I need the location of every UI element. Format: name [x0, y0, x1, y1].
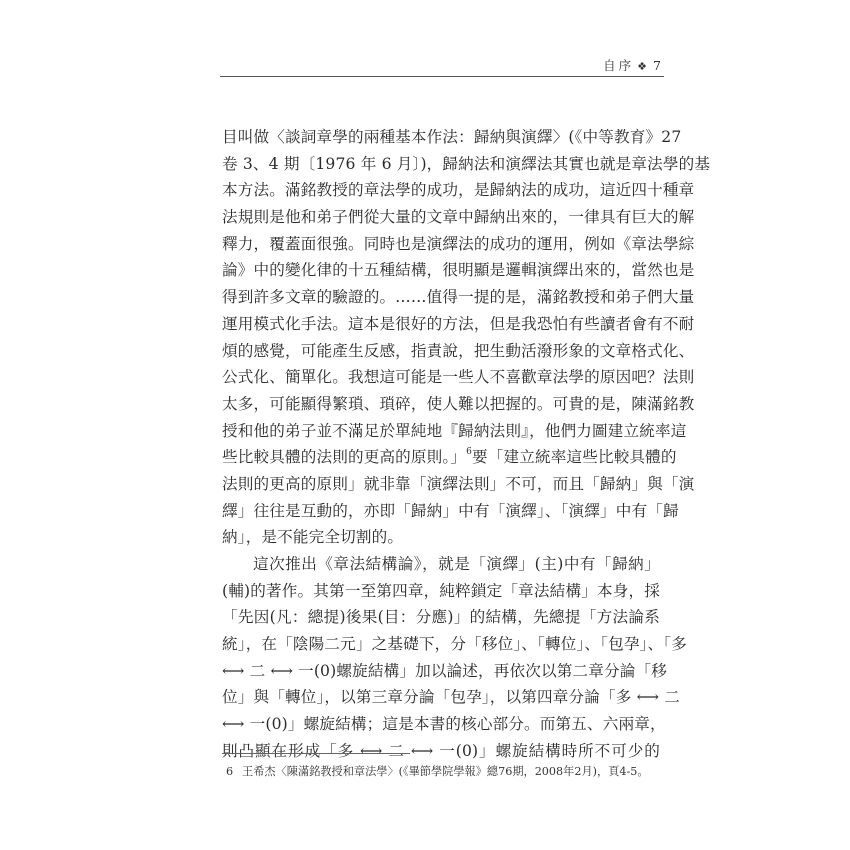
text-line: ⟷ 二 ⟷ 一(0)螺旋結構」加以論述，再依次以第二章分論「移: [222, 661, 667, 680]
text-line: 得到許多文章的驗證的。……值得一提的是，滿銘教授和弟子們大量: [222, 288, 695, 307]
text-line: 卷 3、4 期〔1976 年 6 月〕)，歸納法和演繹法其實也就是章法學的基: [222, 154, 711, 173]
text-line: 繹」往往是互動的，亦即「歸納」中有「演繹」、「演繹」中有「歸: [222, 501, 679, 520]
footnote-text: 王希杰〈陳滿銘教授和章法學〉(《畢節學院學報》總76期，2008年2月)，頁4-5。: [242, 765, 649, 778]
text-line: 法規則是他和弟子們從大量的文章中歸納出來的，一律具有巨大的解: [222, 208, 695, 227]
text-segment: 些比較具體的法則的更高的原則。」: [222, 448, 467, 467]
paragraph-start-line: 這次推出《章法結構論》，就是「演繹」(主)中有「歸納」: [253, 555, 660, 573]
text-line: 「先因(凡：總提)後果(目：分應)」的結構，先總提「方法論系: [222, 608, 660, 627]
footnote-number: 6: [226, 765, 234, 778]
text-line: 目叫做〈談詞章學的兩種基本作法：歸納與演繹〉(《中等教育》27: [222, 128, 682, 146]
text-segment: 要「建立統率這些比較具體的: [472, 448, 677, 467]
running-header: [220, 58, 664, 77]
diamond-ornament-icon: ❖: [637, 60, 651, 73]
text-line: 授和他的弟子並不滿足於單純地『歸納法則』，他們力圖建立統率這: [222, 421, 687, 440]
text-line: 運用模式化手法。這本是很好的方法，但是我恐怕有些讀者會有不耐: [222, 314, 695, 333]
text-line: 太多，可能顯得繁瑣、瑣碎，使人難以把握的。可貴的是，陳滿銘教: [222, 394, 695, 413]
text-line: 公式化、簡單化。我想這可能是一些人不喜歡章法學的原因吧？法則: [222, 368, 695, 387]
text-line: ⟷ 一(0)」螺旋結構；這是本書的核心部分。而第五、六兩章，: [222, 715, 666, 734]
page-number: 7: [653, 58, 664, 73]
text-line: 本方法。滿銘教授的章法學的成功，是歸納法的成功，這近四十種章: [222, 181, 695, 200]
section-title: 自序: [603, 58, 635, 73]
text-line: 位」與「轉位」，以第三章分論「包孕」，以第四章分論「多 ⟷ 二: [222, 688, 680, 707]
text-line: 統」，在「陰陽二元」之基礎下，分「移位」、「轉位」、「包孕」、「多: [222, 635, 687, 654]
text-line: 煩的感覺，可能產生反感，指責說，把生動活潑形象的文章格式化、: [222, 341, 695, 360]
text-line: 釋力，覆蓋面很強。同時也是演繹法的成功的運用，例如《章法學綜: [222, 234, 695, 253]
text-line-with-footnote-ref: [222, 444, 677, 471]
body-text: [222, 124, 711, 765]
text-line: 則凸顯在形成「多 ⟷ 二 ⟷ 一(0)」螺旋結構時所不可少的: [222, 741, 660, 760]
footnote-divider: [222, 753, 410, 754]
text-line: (輔)的著作。其第一至第四章，純粹鎖定「章法結構」本身，採: [222, 581, 660, 600]
text-line: 論》中的變化律的十五種結構，很明顯是邏輯演繹出來的，當然也是: [222, 261, 695, 280]
text-line: 法則的更高的原則」就非靠「演繹法則」不可，而且「歸納」與「演: [222, 474, 695, 493]
footnote: [226, 764, 666, 780]
footnote-reference[interactable]: 6: [466, 447, 472, 458]
text-line: 納」，是不能完全切割的。: [222, 528, 404, 547]
